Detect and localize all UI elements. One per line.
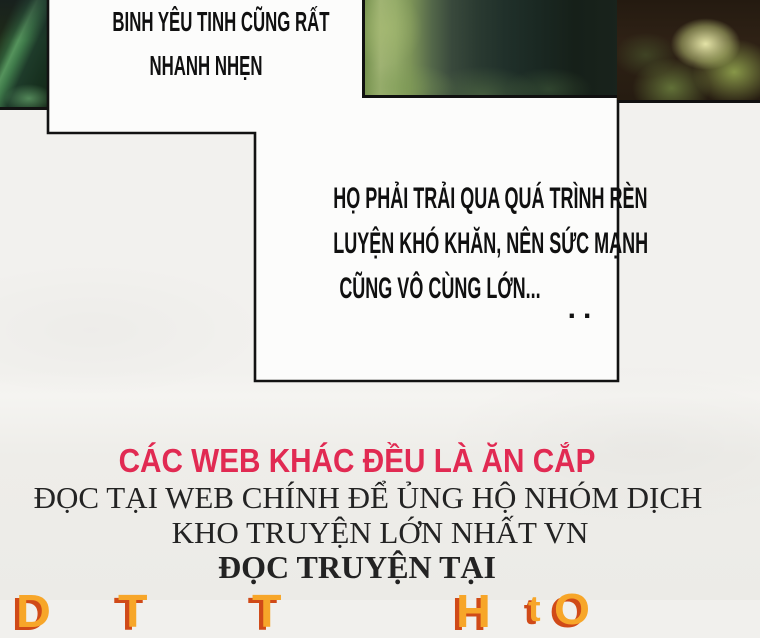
panel-line-3: CŨNG VÔ CÙNG LỚN... xyxy=(339,272,541,305)
bubble-line-1: BINH YÊU TINH CŨNG RẤT xyxy=(112,6,330,37)
speech-bubble-text xyxy=(50,0,362,88)
logo-letter: t xyxy=(528,588,541,629)
logo-letter: T xyxy=(118,585,148,637)
main-panel-text xyxy=(262,176,649,311)
credits-line-4: ĐỌC TRUYỆN TẠI xyxy=(218,549,496,585)
logo-letter: D xyxy=(16,585,51,637)
logo-letter: H xyxy=(456,585,491,637)
panel-line-1: HỌ PHẢI TRẢI QUA QUÁ TRÌNH RÈN xyxy=(333,182,648,215)
credits-line-2: ĐỌC TẠI WEB CHÍNH ĐỂ ỦNG HỘ NHÓM DỊCH xyxy=(33,480,703,515)
panel-line-2: LUYỆN KHÓ KHĂN, NÊN SỨC MẠNH xyxy=(333,227,649,260)
bubble-line-2: NHANH NHẸN xyxy=(149,50,263,81)
credits-warning-line: CÁC WEB KHÁC ĐỀU LÀ ĂN CẮP xyxy=(118,442,596,479)
logo-letter: T xyxy=(252,585,282,637)
credits-line-3: KHO TRUYỆN LỚN NHẤT VN xyxy=(171,515,589,550)
logo-letter: O xyxy=(554,585,590,634)
forest-artwork-right xyxy=(617,0,760,103)
forest-artwork-main xyxy=(362,0,620,98)
trailing-dots: .. xyxy=(567,292,599,325)
